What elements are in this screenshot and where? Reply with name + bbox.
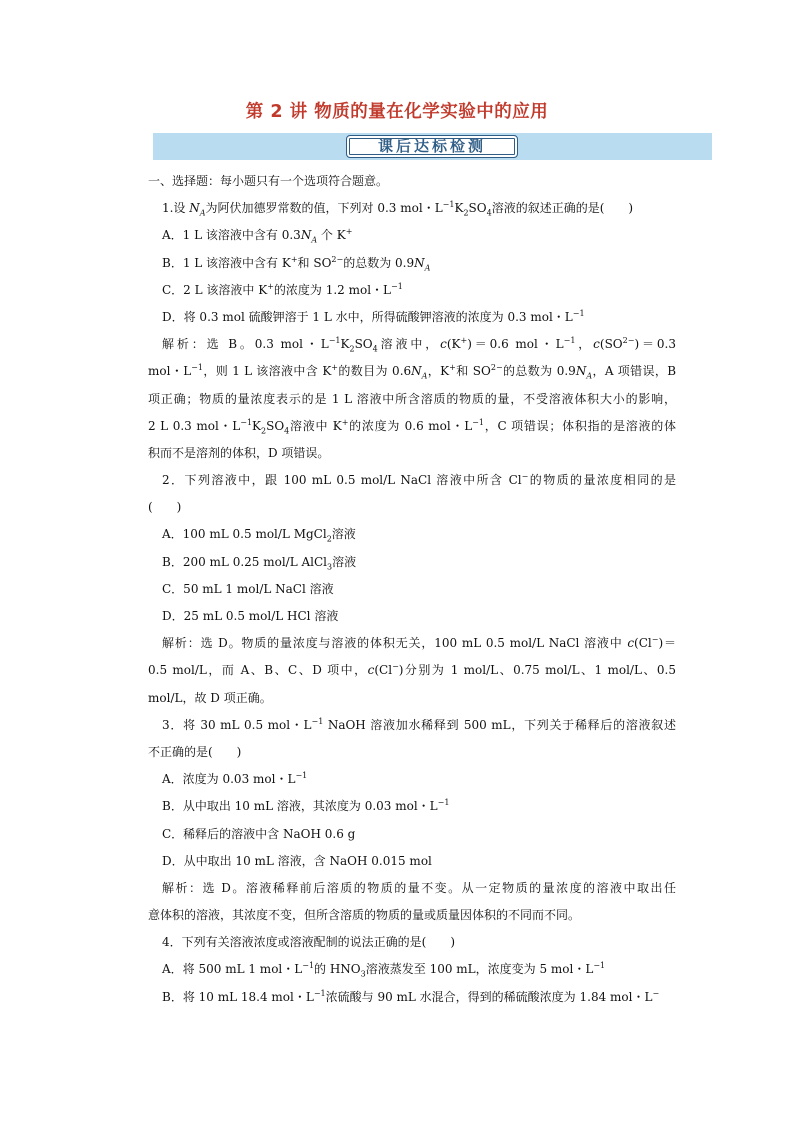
q2-explanation-line-1: 解析：选 D。物质的量浓度与溶液的体积无关，100 mL 0.5 mol/L NaCl 溶液中 c(Cl−)＝ bbox=[162, 635, 676, 651]
q1-explanation-line-2: mol・$L^{-1}$，则 1 L 该溶液中含 K+的数目为 $0.6N_A$，K+和 $SO^{2-}$的总数为 $0.9N_A$，A 项错误，B bbox=[148, 363, 676, 381]
q1-explanation-line-1: 解析：选 B。0.3 mol・$L^{-1}K_2SO_4$溶液中，c(K+)＝0.6 mol・$L^{-1}$，$c(SO^{2-})=0.3$ bbox=[162, 336, 676, 354]
q2-option-a: A．100 mL 0.5 mol/L MgCl$_2$溶液 bbox=[162, 527, 356, 544]
banner-label: 课后达标检测 bbox=[346, 135, 518, 158]
section-heading: 一、选择题：每小题只有一个选项符合题意。 bbox=[148, 174, 389, 188]
q3-option-d: D．从中取出 10 mL 溶液，含 NaOH 0.015 mol bbox=[162, 853, 432, 868]
q1-option-b: B．1 L 该溶液中含有 K+和 $SO^{2-}$的总数为 $0.9N_A$ bbox=[162, 254, 431, 272]
q3-option-b: B．从中取出 10 mL 溶液，其浓度为 0.03 mol・$L^{-1}$ bbox=[162, 798, 450, 814]
q1-explanation-line-3: 项正确；物质的量浓度表示的是 1 L 溶液中所含溶质的物质的量，不受溶液体积大小的影响， bbox=[148, 391, 676, 406]
q3-explanation-line-2: 意体积的溶液，其浓度不变，但所含溶质的物质的量或质量因体积的不同而不同。 bbox=[148, 908, 581, 923]
q3-stem: 3．将 30 mL 0.5 mol・$L^{-1}$ NaOH 溶液加水稀释到 500 mL，下列关于稀释后的溶液叙述 bbox=[162, 716, 676, 732]
q1-option-a: A．1 L 该溶液中含有 $0.3N_A$ 个 K+ bbox=[162, 227, 353, 245]
q2-explanation-line-3: mol/L，故 D 项正确。 bbox=[148, 690, 272, 705]
q4-stem: 4．下列有关溶液浓度或溶液配制的说法正确的是( ) bbox=[162, 935, 456, 950]
q2-explanation-line-2: 0.5 mol/L，而 A、B、C、D 项中，c(Cl−)分别为 1 mol/L、0.75 mol/L、1 mol/L、0.5 bbox=[148, 662, 676, 678]
q4-option-a: A．将 500 mL 1 mol・$L^{-1}$的 $HNO_3$溶液蒸发至 100 mL，浓度变为 5 mol・$L^{-1}$ bbox=[162, 961, 606, 979]
q1-explanation-line-5: 积而不是溶剂的体积，D 项错误。 bbox=[148, 445, 330, 460]
q3-option-c: C．稀释后的溶液中含 NaOH 0.6 g bbox=[162, 826, 356, 841]
document-body bbox=[148, 168, 676, 1011]
q3-stem-cont: 不正确的是( ) bbox=[148, 744, 242, 759]
q2-option-b: B．200 mL 0.25 mol/L AlCl$_3$溶液 bbox=[162, 554, 357, 572]
q1-option-c: C．2 L 该溶液中 K+的浓度为 1.2 mol・$L^{-1}$ bbox=[162, 281, 403, 297]
q1-stem: 1.设 $N_A$为阿伏加德罗常数的值，下列对 0.3 mol・$L^{-1}K_2SO_4$溶液的叙述正确的是( ) bbox=[162, 200, 634, 218]
q1-option-d: D．将 0.3 mol 硫酸钾溶于 1 L 水中，所得硫酸钾溶液的浓度为 0.3 mol・$L^{-1}$ bbox=[162, 308, 585, 324]
section-banner bbox=[153, 133, 712, 160]
q2-stem-cont: ( ) bbox=[148, 500, 182, 515]
q2-option-c: C．50 mL 1 mol/L NaCl 溶液 bbox=[162, 581, 334, 596]
q3-explanation-line-1: 解析：选 D。溶液稀释前后溶质的物质的量不变。从一定物质的量浓度的溶液中取出任 bbox=[162, 880, 676, 895]
page-title: 第 2 讲 物质的量在化学实验中的应用 bbox=[245, 102, 549, 122]
q3-option-a: A．浓度为 0.03 mol・$L^{-1}$ bbox=[162, 771, 308, 787]
q4-option-b: B．将 10 mL 18.4 mol・$L^{-1}$浓硫酸与 90 mL 水混合，得到的稀硫酸浓度为 1.84 mol・L− bbox=[162, 988, 660, 1004]
q2-option-d: D．25 mL 0.5 mol/L HCl 溶液 bbox=[162, 609, 339, 623]
q1-explanation-line-4: 2 L 0.3 mol・$L^{-1}K_2SO_4$溶液中 K+的浓度为 0.6 mol・$L^{-1}$，C 项错误；体积指的是溶液的体 bbox=[148, 417, 676, 436]
q2-stem: 2．下列溶液中，跟 100 mL 0.5 mol/L NaCl 溶液中所含 Cl−的物质的量浓度相同的是 bbox=[162, 472, 676, 488]
